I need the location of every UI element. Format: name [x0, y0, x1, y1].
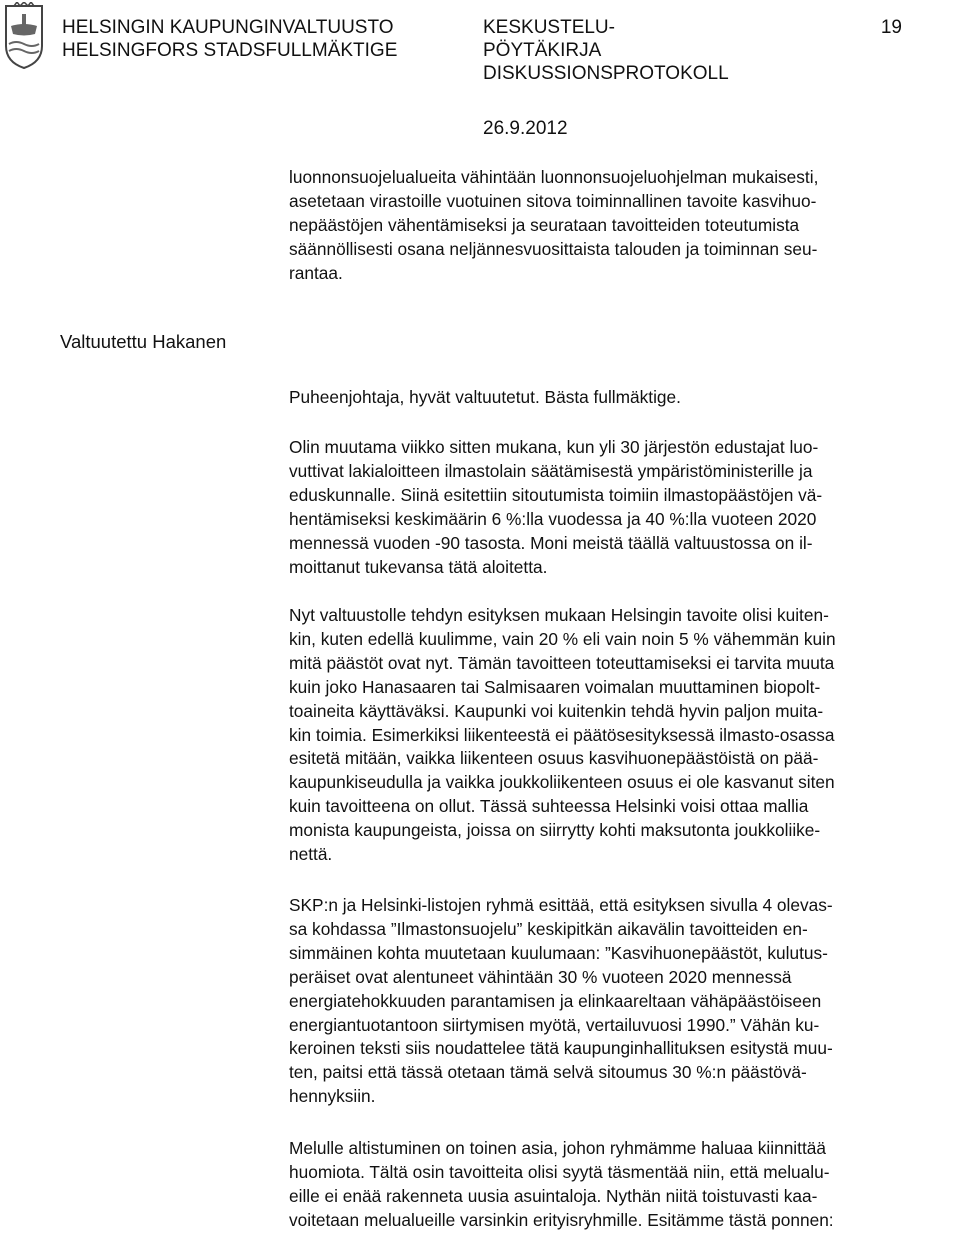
text-line: nettä. [289, 844, 333, 865]
text-line: luonnonsuojelualueita vähintään luonnonsuojeluohjelman mukaisesti, [289, 167, 819, 187]
text-line: energiatehokkuuden parantamisen ja elinkaareltaan vähäpäästöiseen [289, 990, 822, 1011]
text-line: simmäinen kohta muutetaan kuulumaan: ”Kasvihuonepäästöt, kulutus- [289, 942, 828, 963]
text-line: kin toimia. Esimerkiksi liikenteestä ei päätösesityksessä ilmasto-osassa [289, 724, 835, 745]
text-line: kuin tavoitteena on ollut. Tässä suhteessa Helsinki voisi ottaa mallia [289, 796, 809, 817]
header-organization [62, 16, 397, 62]
org-name-fi: HELSINGIN KAUPUNGINVALTUUSTO [62, 17, 394, 38]
text-line: mennessä vuoden -90 tasosta. Moni meistä täällä valtuustossa on il- [289, 532, 813, 553]
text-line: nepäästöjen vähentämiseksi ja seurataan tavoitteiden toteutumista [289, 214, 800, 235]
text-line: Puheenjohtaja, hyvät valtuutetut. Bästa fullmäktige. [289, 387, 681, 407]
text-line: eille ei enää rakenneta uusia asuintaloja. Nythän niitä toistuvasti kaa- [289, 1185, 818, 1206]
text-line: kin, kuten edellä kuulimme, vain 20 % eli vain noin 5 % vähemmän kuin [289, 628, 836, 649]
text-line: peräiset ovat alentuneet vähintään 30 % vuoteen 2020 mennessä [289, 966, 792, 987]
text-line: huomiota. Tältä osin tavoitteita olisi syytä täsmentää niin, että melualu- [289, 1161, 830, 1182]
text-line: vuttivat lakialoitteen ilmastolain säätämisestä ympäristöministerille ja [289, 460, 813, 481]
speech-paragraph-5 [289, 1137, 834, 1233]
speaker-name: Valtuutettu Hakanen [60, 331, 227, 352]
text-line: kuin joko Hanasaaren tai Salmisaaren voimalan muuttaminen biopolt- [289, 676, 821, 697]
org-name-sv: HELSINGFORS STADSFULLMÄKTIGE [62, 40, 398, 61]
intro-paragraph [289, 166, 818, 286]
doc-type-line-1: KESKUSTELU- [483, 17, 615, 38]
text-line: Nyt valtuustolle tehdyn esityksen mukaan Helsingin tavoite olisi kuiten- [289, 605, 829, 625]
page-number: 19 [880, 17, 902, 38]
speech-paragraph-4 [289, 894, 833, 1109]
text-line: ten, paitsi että tässä otetaan tämä selvä sitoumus 30 %:n päästövä- [289, 1062, 807, 1083]
text-line: esitetä mitään, vaikka liikenteen osuus kasvihuonepäästöistä on pää- [289, 748, 819, 769]
speech-paragraph-1 [289, 386, 681, 410]
helsinki-coat-of-arms-icon [2, 2, 46, 70]
text-line: hentämiseksi keskimäärin 6 %:lla vuodessa ja 40 %:lla vuoteen 2020 [289, 508, 817, 529]
text-line: keroinen teksti siis noudattelee tätä kaupunginhallituksen esitystä muu- [289, 1038, 833, 1059]
text-line: rantaa. [289, 262, 343, 283]
text-line: hennyksiin. [289, 1086, 376, 1107]
doc-type-line-2: PÖYTÄKIRJA [483, 40, 602, 61]
text-line: toaineita käyttäväksi. Kaupunki voi kuitenkin tehdä hyvin paljon muita- [289, 700, 824, 721]
document-date: 26.9.2012 [483, 118, 568, 139]
header-document-type [483, 16, 729, 85]
text-line: eduskunnalle. Siinä esitettiin sitoutumista toimiin ilmastopäästöjen vä- [289, 484, 823, 505]
text-line: voitetaan melualueille varsinkin erityisryhmille. Esitämme tästä ponnen: [289, 1209, 834, 1230]
speech-paragraph-2 [289, 436, 822, 579]
text-line: mitä päästöt ovat nyt. Tämän tavoitteen toteuttamiseksi ei tarvita muuta [289, 652, 835, 673]
doc-type-line-3: DISKUSSIONSPROTOKOLL [483, 63, 729, 84]
text-line: asetetaan virastoille vuotuinen sitova toiminnallinen tavoite kasvihuo- [289, 190, 817, 211]
text-line: säännöllisesti osana neljännesvuosittaista talouden ja toiminnan seu- [289, 238, 818, 259]
text-line: moittanut tukevansa tätä aloitetta. [289, 556, 548, 577]
text-line: monista kaupungeista, joissa on siirrytty kohti maksutonta joukkoliike- [289, 820, 821, 841]
speech-paragraph-3 [289, 604, 836, 867]
text-line: sa kohdassa ”Ilmastonsuojelu” keskipitkän aikavälin tavoitteiden en- [289, 918, 808, 939]
text-line: energiantuotantoon siirtymisen myötä, vertailuvuosi 1990.” Vähän ku- [289, 1014, 820, 1035]
text-line: kaupunkiseudulla ja vaikka joukkoliikenteen osuus ei ole kasvanut siten [289, 772, 835, 793]
text-line: Olin muutama viikko sitten mukana, kun yli 30 järjestön edustajat luo- [289, 437, 819, 457]
text-line: SKP:n ja Helsinki-listojen ryhmä esittää, että esityksen sivulla 4 olevas- [289, 895, 833, 915]
text-line: Melulle altistuminen on toinen asia, johon ryhmämme haluaa kiinnittää [289, 1138, 826, 1158]
